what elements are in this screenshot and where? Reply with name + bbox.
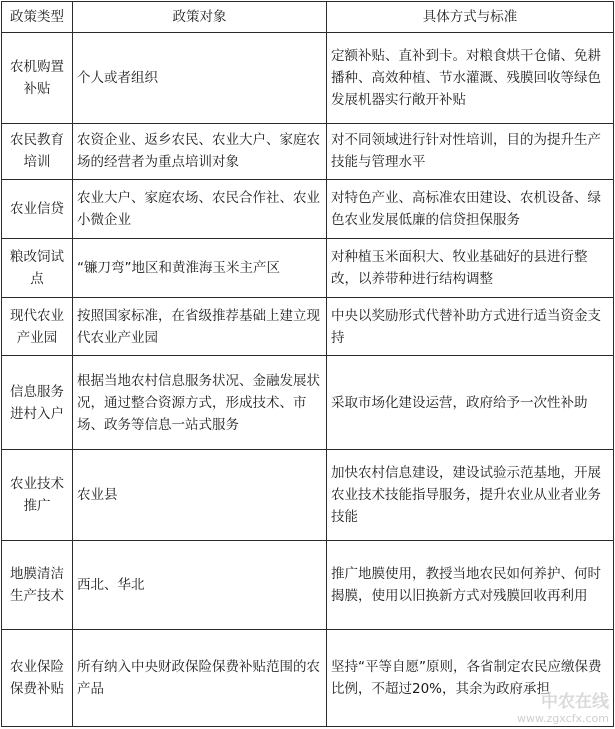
policy-method-cell: 推广地膜使用，教授当地农民如何养护、何时揭膜，使用以旧换新方式对残膜回收再利用 [327, 540, 614, 630]
policy-type-cell: 农业技术推广 [2, 450, 73, 541]
table-row [2, 179, 614, 238]
header-method-standard: 具体方式与标准 [327, 2, 614, 33]
header-row [2, 2, 614, 33]
policy-method-cell: 对特色产业、高标准农田建设、农机设备、绿色农业发展低廉的信贷担保服务 [327, 179, 614, 238]
table-row [2, 630, 614, 727]
policy-target-cell: 西北、华北 [73, 540, 327, 630]
watermark-url: www.zgxcfx.com [517, 712, 609, 725]
policy-type-cell: 农机购置补贴 [2, 33, 73, 124]
policy-method-cell: 中央以奖励形式代替补助方式进行适当资金支持 [327, 298, 614, 355]
table-row [2, 540, 614, 630]
policy-method-cell: 对种植玉米面积大、牧业基础好的县进行整改，以养带种进行结构调整 [327, 239, 614, 298]
policy-target-cell: 根据当地农村信息服务状况、金融发展状况，通过整合资源方式，形成技术、市场、政务等信息一站式服务 [73, 355, 327, 450]
policy-target-cell: 个人或者组织 [73, 33, 327, 124]
table-row [2, 33, 614, 124]
header-policy-target: 政策对象 [73, 2, 327, 33]
policy-method-cell: 定额补贴、直补到卡。对粮食烘干仓储、免耕播种、高效种植、节水灌溉、残膜回收等绿色发展机器实行敞开补贴 [327, 33, 614, 124]
table-row [2, 239, 614, 298]
policy-target-cell: 农资企业、返乡农民、农业大户、家庭农场的经营者为重点培训对象 [73, 123, 327, 179]
policy-method-cell: 对不同领域进行针对性培训，目的为提升生产技能与管理水平 [327, 123, 614, 179]
header-policy-type: 政策类型 [2, 2, 73, 33]
policy-type-cell: 粮改饲试点 [2, 239, 73, 298]
policy-table [1, 1, 614, 727]
policy-method-cell: 坚持“平等自愿”原则，各省制定农民应缴保费比例，不超过20%，其余为政府承担 [327, 630, 614, 727]
table-row [2, 450, 614, 541]
watermark-logo: 中农在线 [541, 692, 609, 712]
table-row [2, 298, 614, 355]
policy-target-cell: 农业大户、家庭农场、农民合作社、农业小微企业 [73, 179, 327, 238]
policy-method-cell: 采取市场化建设运营，政府给予一次性补助 [327, 355, 614, 450]
policy-target-cell: 所有纳入中央财政保险保费补贴范围的农产品 [73, 630, 327, 727]
policy-method-cell: 加快农村信息建设，建设试验示范基地，开展农业技术技能指导服务，提升农业从业者业务技能 [327, 450, 614, 541]
policy-type-cell: 农业信贷 [2, 179, 73, 238]
policy-type-cell: 信息服务进村入户 [2, 355, 73, 450]
policy-target-cell: 按照国家标准，在省级推荐基础上建立现代农业产业园 [73, 298, 327, 355]
policy-type-cell: 现代农业产业园 [2, 298, 73, 355]
policy-target-cell: 农业县 [73, 450, 327, 541]
table-row [2, 355, 614, 450]
policy-type-cell: 农业保险保费补贴 [2, 630, 73, 727]
table-row [2, 123, 614, 179]
policy-type-cell: 农民教育培训 [2, 123, 73, 179]
policy-type-cell: 地膜清洁生产技术 [2, 540, 73, 630]
policy-target-cell: “镰刀弯”地区和黄淮海玉米主产区 [73, 239, 327, 298]
